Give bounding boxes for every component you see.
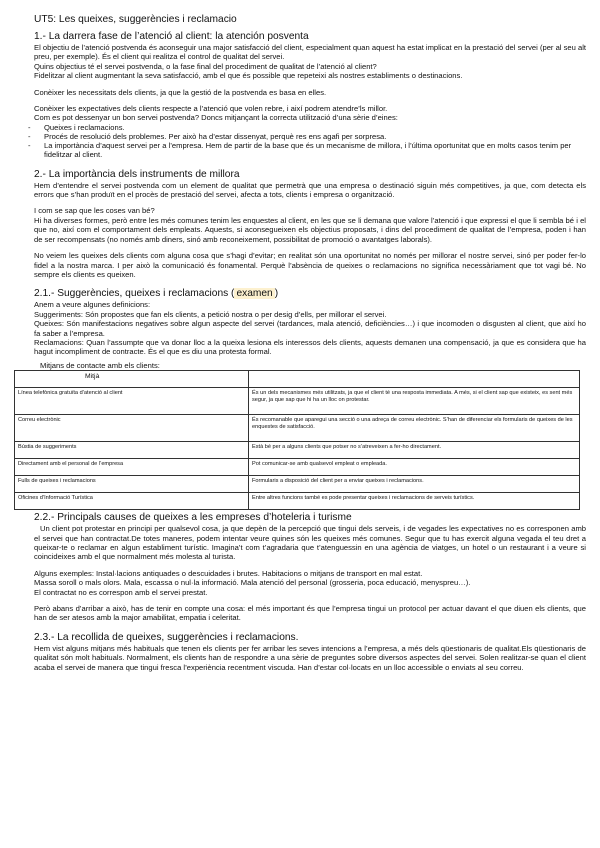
table-cell: Fulls de queixes i reclamacions xyxy=(15,476,249,493)
s22-paragraph: El contractat no es correspon amb el servei prestat. xyxy=(34,587,208,597)
s2-paragraph: No veiem les queixes dels clients com alguna cosa que s’hagi d’evitar; en realitat són una oportunitat no només per millorar el nostre servei, sinó per poder fer-lo fidel a la nostra marca. I per això la comunicació és fonamental. Perquè l’absència de queixes o reclamacions no significa necessàriament que tot vagi bé. No sempre els clients es queixen. xyxy=(34,251,586,279)
definition-suggeriments: Suggeriments: Són propostes que fan els clients, a petició nostra o per desig d’ells, per millorar el servei. xyxy=(34,309,387,319)
section-2-2-heading: 2.2.- Principals causes de queixes a les empreses d’hoteleria i turisme xyxy=(34,512,352,524)
section-2-3-heading: 2.3.- La recollida de queixes, suggerències i reclamacions. xyxy=(34,631,299,643)
table-row xyxy=(15,459,580,476)
table-header-row xyxy=(15,371,580,388)
table-header-cell: Mitjà xyxy=(15,371,249,388)
s22-paragraph: Massa soroll o mals olors. Mala, escassa o nul·la informació. Mala atenció del personal (grosseria, poca educació, menyspreu…). xyxy=(34,578,471,588)
table-cell: Bústia de suggeriments xyxy=(15,442,249,459)
definition-queixes: Queixes: Són manifestacions negatives sobre algun aspecte del servei (tardances, mala atenció, deficiències…) i que incomoden o disgusten al client, que així ho fa saber a l’empresa. xyxy=(34,319,586,338)
table-cell: Línea telefònica gratuïta d’atenció al client xyxy=(15,388,249,415)
table-cell: Directament amb el personal de l’empresa xyxy=(15,459,249,476)
s1-paragraph: Conèixer les necessitats dels clients, ja que la gestió de la postvenda es basa en elles. xyxy=(34,87,327,97)
s2-paragraph: Hi ha diverses formes, però entre les més comunes tenim les enquestes al client, en les que se li demana que valore l’atenció i que expressi el que li sembla bé i el que no, així com el comportament dels empleats. Aquests, si aconsegueixen els objectius proposats, i dins del procediment de qualitat de l’empresa, poden i han de ser recompensats (no només amb diners, sinó amb reconeixement, possibilitat de promoció o avantatges laborals). xyxy=(34,215,586,244)
list-item: - La importància d’aquest servei per a l’empresa. Hem de partir de la base que és un mecanisme de millora, i l’última oportunitat que en molts casos tenim per fidelitzar al client. xyxy=(44,141,586,159)
s23-paragraph: Hem vist alguns mitjans més habituals que tenen els clients per fer arribar les seves intencions a l’empresa, a més dels qüestionaris de qualitat.Els qüestionaris de qualitat són molt habituals. Normalment, els clients han de respondre a una sèrie de preguntes sobre diversos aspectes del servei. Solen realitzar-se quan el client acaba el servei de manera que tingui fresca l’experiència recentment viscuda. Han d’estar col·locats en un lloc accessible o enviats al seu correu. xyxy=(34,643,586,672)
table-cell: Pot comunicar-se amb qualsevol empleat o empleada. xyxy=(249,459,580,476)
table-row xyxy=(15,415,580,442)
heading-text: 2.1.- Suggerències, queixes i reclamacions ( xyxy=(34,288,235,300)
table-cell: Està bé per a alguns clients que potser no s’atreveixen a fer-ho directament. xyxy=(249,442,580,459)
list-item: - Queixes i reclamacions. xyxy=(44,123,586,132)
s1-paragraph: Com es pot dessenyar un bon servei postvenda? Doncs mitjançant la correcta utilització d’una sèrie d’eines: xyxy=(34,113,398,123)
table-cell: Oficines d’Informació Turística xyxy=(15,493,249,510)
s22-paragraph: Alguns exemples: Instal·lacions antiquades o descuidades i brutes. Habitacions o mitjans de transport en mal estat. xyxy=(34,568,423,578)
tools-list xyxy=(34,123,586,160)
section-2-heading: 2.- La importància dels instruments de millora xyxy=(34,168,240,180)
table-cell: Formularis a disposició del client per a enviar queixes i reclamacions. xyxy=(249,476,580,493)
list-item: - Procés de resolució dels problemes. Per això ha d’estar dissenyat, perquè res ens agafi per sorpresa. xyxy=(44,132,586,141)
s22-paragraph: Però abans d’arribar a això, has de tenir en compte una cosa: el més important és que l’empresa tingui un protocol per actuar davant el que diuen els clients, que han de ser atesos amb la major amabilitat, empatia i celeritat. xyxy=(34,604,586,623)
document-title: UT5: Les queixes, suggerències i reclamacio xyxy=(34,14,237,25)
heading-text-end: ) xyxy=(274,288,279,300)
s1-paragraph: Conèixer les expectatives dels clients respecte a l’atenció que volen rebre, i així podrem atendre’ls millor. xyxy=(34,104,388,114)
table-caption: Mitjans de contacte amb els clients: xyxy=(40,360,160,370)
s1-paragraph: Quins objectius té el servei postvenda, o la fase final del procediment de qualitat de l’atenció al client? xyxy=(34,61,377,71)
table-row xyxy=(15,388,580,415)
table-header-cell xyxy=(249,371,580,388)
table-row xyxy=(15,442,580,459)
contact-methods-table xyxy=(14,370,580,510)
table-cell: Entre altres funcions també es pode presentar queixes i reclamacions de serveis turístics. xyxy=(249,493,580,510)
s1-paragraph: Fidelitzar al client augmentant la seva satisfacció, amb el que és possible que repeteixi als nostres establiments o destinacions. xyxy=(34,71,463,81)
section-2-1-heading xyxy=(34,288,586,300)
exam-tag: examen xyxy=(236,288,273,300)
s2-paragraph: I com se sap que les coses van bé? xyxy=(34,206,155,216)
section-1-heading: 1.- La darrera fase de l’atenció al client: la atención posventa xyxy=(34,31,309,42)
table-cell: És recomanable que aparegui una secció o una adreça de correu electrònic. S’han de diferenciar els formularis de queixes de les enquestes de satisfacció. xyxy=(249,415,580,442)
table-cell: És un dels mecanismes més utilitzats, ja que el client té una resposta immediata. A més, si el client sap que existeix, es sent més segur, ja que sap que hi ha un lloc on protestar. xyxy=(249,388,580,415)
table-row xyxy=(15,493,580,510)
s2-paragraph: Hem d’entendre el servei postvenda com un element de qualitat que permetrà que una empresa o destinació siguin més competitives, ja que, com detecta els errors que s’han produït en el procès de prestació del servei, afecta a tots, clients i empresa o organització. xyxy=(34,180,586,200)
definition-reclamacions: Reclamacions: Quan l’assumpte que va donar lloc a la queixa lesiona els interessos dels clients, aquests demanen una compensació, ja que es considera que ha hagut incompliment de contracte. És el que es diu una protesta formal. xyxy=(34,337,586,357)
s21-paragraph: Anem a veure algunes definicions: xyxy=(34,300,151,310)
s22-paragraph: Un client pot protestar en principi per qualsevol cosa, ja que depèn de la percepció que tingui dels serveis, i de vegades les expectatives no es corresponen amb el servei que han contractat.De totes maneres, podem intentar veure quines són les queixes més comunes. Segur que tu has exercit alguna vegada el teu dret a queixar-te o reclamar en algun establiment turístic. Imagina’t com t’agradaria que t’atenguessin en una agència de viatges, un hotel o un restaurant i a veure si coincideixes amb el que normalment més molesta al turista. xyxy=(34,524,586,562)
s1-paragraph: El objectiu de l’atenció postvenda és aconseguir una major satisfacció del client, especialment quan aquest ha estat implicat en la prestació del servei (per al seu alt preu, per exemple). És el client qui realitza el control de qualitat del servei. xyxy=(34,43,586,62)
table-cell: Correu electrònic xyxy=(15,415,249,442)
table-row xyxy=(15,476,580,493)
